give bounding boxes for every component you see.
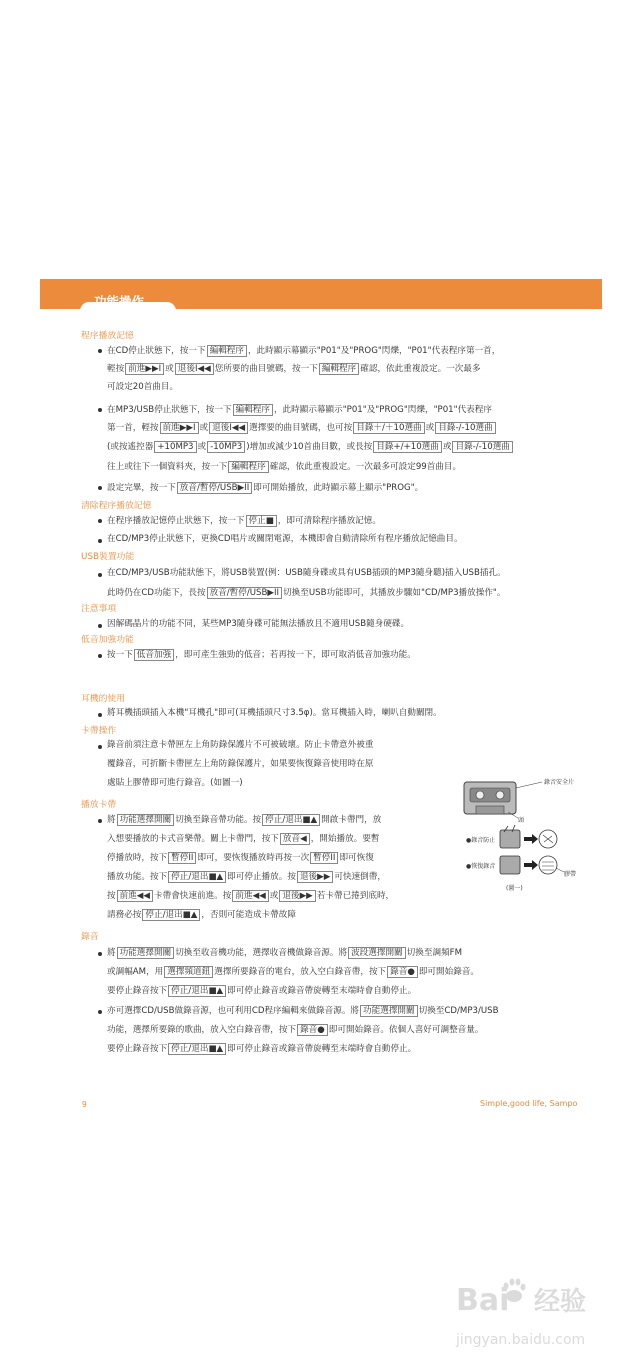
key-edit-program: 編輯程序 — [233, 404, 273, 416]
usb-b1-line1: 在CD/MP3/USB功能狀態下，將USB裝置(例：USB隨身碟或具有USB插頭的MP3隨身聽)插入USB插孔。 — [107, 568, 506, 578]
heading-usb: USB裝置功能 — [81, 552, 135, 562]
key-folder-up: 目錄+/+10選曲 — [373, 441, 442, 453]
bullet — [98, 952, 102, 956]
play-line4: 播放功能。按下 停止/退出■▲ 即可停止播放。按 退後▶▶ 可快速倒帶， — [107, 872, 386, 882]
key-fast-forward: 前進◀◀ — [232, 890, 268, 902]
key-record: 錄音● — [297, 1024, 328, 1036]
tape-line3: 處貼上膠帶即可進行錄音。(如圖一) — [107, 778, 243, 788]
bullet — [98, 349, 102, 353]
earphone-b1: 將耳機插頭插入本機"耳機孔"即可(耳機插頭尺寸3.5φ)。當耳機插入時，喇叭自動關閉。 — [107, 708, 442, 718]
section-title: 功能操作 — [94, 294, 145, 309]
key-stop-eject: 停止/退出■▲ — [168, 871, 226, 883]
figure-label-tab: 錄音安全片 — [544, 779, 575, 786]
prog-b1-line2: 輕按 前進▶▶I 或 退後I◀◀ 您所要的曲目號碼，按一下 編輯程序 確認，依此重複設定。一次最多 — [107, 364, 481, 374]
heading-tape: 卡帶操作 — [81, 726, 117, 736]
key-rewind: 退後▶▶ — [279, 890, 315, 902]
key-pause: 暫停II — [168, 852, 196, 864]
key-function-switch: 功能選擇開關 — [117, 814, 175, 826]
key-fast-forward: 前進◀◀ — [117, 890, 153, 902]
key-stop-eject: 停止/退出■▲ — [168, 985, 226, 997]
watermark-brand: Bai — [456, 1283, 510, 1318]
key-function-switch: 功能選擇開關 — [360, 1005, 418, 1017]
figure-label-head: 頭 — [518, 817, 525, 824]
prog-b2-line1: 在MP3/USB停止狀態下，按一下 編輯程序 ，此時顯示幕顯示"P01"及"PROG"閃爍，"P01"代表程序 — [107, 405, 492, 415]
bullet — [98, 573, 102, 577]
prog-b2-line4: 往上或往下一個資料夾，按一下 編輯程序 確認，依此重複設定。一次最多可設定99首曲目。 — [107, 462, 462, 472]
key-function-switch: 功能選擇開關 — [117, 947, 175, 959]
key-stop-eject: 停止/退出■▲ — [142, 909, 200, 921]
record-b2-line3: 要停止錄音按下 停止/退出■▲ 即可停止錄音或錄音帶旋轉至末端時會自動停止。 — [107, 1044, 417, 1054]
key-rewind: 退後▶▶ — [297, 871, 333, 883]
figure-label-restore: ●恢復錄音 — [466, 863, 496, 870]
key-edit-program: 編輯程序 — [207, 345, 247, 357]
play-line5: 按 前進◀◀ 卡帶會快速前進。按 前進◀◀ 或 退後▶▶ 若卡帶已捲到底時， — [107, 891, 395, 901]
cassette-icon — [464, 782, 542, 818]
key-minus10: -10MP3 — [207, 441, 245, 453]
heading-record: 錄音 — [81, 932, 99, 942]
watermark-url: jingyan.baidu.com — [456, 1332, 586, 1348]
key-folder-down: 目錄-/-10選曲 — [435, 422, 495, 434]
heading-clear-program: 清除程序播放記憶 — [81, 501, 152, 511]
bass-b1: 按一下 低音加強 ，即可產生強勁的低音；若再按一下，即可取消低音加強功能。 — [107, 650, 416, 660]
key-forward: 前進▶▶I — [125, 363, 164, 375]
key-play-pause-usb: 放音/暫停/USB▶II — [177, 482, 253, 494]
page-number: 9 — [82, 1100, 87, 1109]
key-back: 退後I◀◀ — [209, 422, 248, 434]
prog-b2-line2: 第一首，輕按 前進▶▶I 或 退後I◀◀ 選擇要的曲目號碼，也可按 目錄＋/＋10選曲 或 目錄-/-10選曲 — [107, 422, 497, 434]
key-pause: 暫停II — [310, 852, 338, 864]
key-folder-up: 目錄＋/＋10選曲 — [353, 422, 424, 434]
note-b1: 因解碼晶片的功能不同，某些MP3隨身碟可能無法播放且不適用USB隨身硬碟。 — [107, 619, 410, 629]
key-play: 放音◀ — [280, 833, 310, 845]
usb-b1-line2: 此時仍在CD功能下，長按 放音/暫停/USB▶II 切換至USB功能即可，其播放步驟如"CD/MP3播放操作"。 — [107, 588, 506, 598]
bullet — [98, 819, 102, 823]
record-b1-line3: 要停止錄音按下 停止/退出■▲ 即可停止錄音或錄音帶旋轉至末端時會自動停止。 — [107, 986, 417, 996]
key-folder-down: 目錄-/-10選曲 — [452, 441, 512, 453]
bullet — [98, 745, 102, 749]
bullet — [98, 519, 102, 523]
record-b2-line1: 亦可選擇CD/USB做錄音源，也可利用CD程序編輯來做錄音源。將 功能選擇開關 切換至CD/MP3/USB — [107, 1006, 499, 1016]
prog-b1-line1: 在CD停止狀態下，按一下 編輯程序 ，此時顯示幕顯示"P01"及"PROG"閃爍，"P01"代表程序第一首， — [107, 346, 501, 356]
tab-break-icon — [500, 825, 557, 848]
record-b1-line1: 將 功能選擇開關 切換至收音機功能，選擇收音機做錄音源。將 波段選擇開關 切換至調頻FM — [107, 948, 462, 958]
key-band-switch: 波段選擇開關 — [348, 947, 406, 959]
key-stop-eject: 停止/退出■▲ — [168, 1043, 226, 1055]
clear-b1: 在程序播放記憶停止狀態下，按一下 停止■ ，即可清除程序播放記憶。 — [107, 516, 381, 526]
play-line2: 入想要播放的卡式音樂帶。關上卡帶門，按下 放音◀ ，開始播放。要暫 — [107, 834, 380, 844]
prog-b3-line: 設定完畢，按一下 放音/暫停/USB▶II 即可開始播放，此時顯示幕上顯示"PROG"。 — [107, 483, 424, 493]
heading-bass: 低音加強功能 — [81, 635, 134, 645]
key-plus10: +10MP3 — [154, 441, 196, 453]
bullet — [98, 486, 102, 490]
play-line1: 將 功能選擇開關 切換至錄音帶功能。按 停止/退出■▲ 開啟卡帶門，放 — [107, 815, 382, 825]
key-stop-eject: 停止/退出■▲ — [262, 814, 320, 826]
key-record: 錄音● — [387, 966, 418, 978]
play-line6: 請務必按 停止/退出■▲ ，否則可能造成卡帶故障 — [107, 910, 296, 920]
key-forward: 前進▶▶I — [160, 422, 199, 434]
prog-b1-line3: 可設定20首曲目。 — [107, 382, 179, 392]
record-b2-line2: 功能，選擇所要錄的歌曲，放入空白錄音帶，按下 錄音● 即可開始錄音。依個人喜好可調整音量。 — [107, 1025, 484, 1035]
heading-earphone: 耳機的使用 — [81, 694, 125, 704]
figure-label-prevent: ●錄音防止 — [466, 837, 496, 844]
tape-line1: 錄音前須注意卡帶匣左上角防錄保護片不可被破壞。防止卡帶意外被重 — [107, 740, 374, 750]
watermark-brand2: 经验 — [534, 1287, 587, 1317]
bullet — [98, 1010, 102, 1014]
heading-notes: 注意事項 — [81, 604, 117, 614]
prog-b2-line3: (或按遙控器 +10MP3 或 -10MP3 )增加或減少10首曲目數，或長按 目錄+/+10選曲 或 目錄-/-10選曲 — [107, 441, 514, 453]
key-bass-boost: 低音加強 — [134, 649, 174, 661]
footer-slogan: Simple,good life, Sampo — [480, 1099, 578, 1108]
cassette-figure — [460, 776, 598, 896]
bullet — [98, 539, 102, 543]
bullet — [98, 408, 102, 412]
key-edit-program: 編輯程序 — [319, 363, 359, 375]
bullet — [98, 624, 102, 628]
key-play-pause-usb: 放音/暫停/USB▶II — [207, 587, 283, 599]
key-back: 退後I◀◀ — [175, 363, 214, 375]
baidu-watermark — [452, 1266, 602, 1356]
heading-play-tape: 播放卡帶 — [81, 800, 117, 810]
clear-b2: 在CD/MP3停止狀態下，更換CD唱片或關閉電源，本機即會自動清除所有程序播放記憶曲目。 — [107, 534, 463, 544]
tape-restore-icon — [500, 856, 564, 874]
record-b1-line2: 或調幅AM，用 選擇頻道鈕 選擇所要錄音的電台，放入空白錄音帶，按下 錄音● 即可開始錄音。 — [107, 967, 479, 977]
figure-caption: (圖一) — [506, 885, 523, 892]
bullet — [98, 713, 102, 717]
tape-line2: 覆錄音，可折斷卡帶匣左上角防錄保護片，如果要恢復錄音使用時在原 — [107, 759, 374, 769]
key-stop: 停止■ — [246, 515, 277, 527]
key-tuning-knob: 選擇頻道鈕 — [164, 966, 213, 978]
key-edit-program: 編輯程序 — [228, 461, 268, 473]
play-line3: 停播放時，按下 暫停II 即可，要恢復播放時再按一次 暫停II 即可恢復 — [107, 853, 374, 863]
figure-label-tape: 膠帶 — [564, 871, 577, 878]
heading-program-memory: 程序播放記憶 — [81, 331, 134, 341]
bullet — [98, 654, 102, 658]
